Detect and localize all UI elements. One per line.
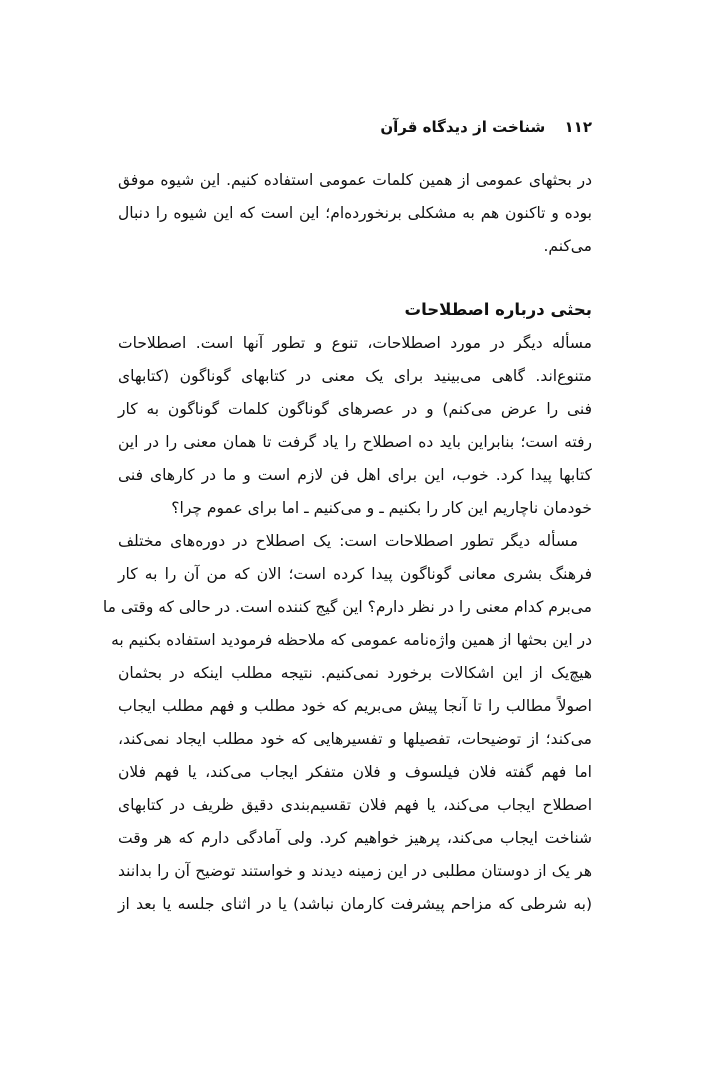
book-page	[102, 0, 592, 1065]
text-line: اصطلاح ایجاب می‌کند، یا فهم فلان تقسیم‌بندی دقیق ظریف در کتابهای	[118, 796, 592, 814]
text-line: بوده و تاکنون هم به مشکلی برنخورده‌ام؛ این است که این شیوه را دنبال	[118, 204, 592, 222]
text-line: در بحثهای عمومی از همین کلمات عمومی استفاده کنیم. این شیوه موفق	[118, 171, 592, 189]
page-number: ۱۱۲	[564, 118, 592, 136]
text-line: متنوع‌اند. گاهی می‌بینید برای یک معنی در کتابهای گوناگون (کتابهای	[118, 367, 592, 385]
text-line: رفته است؛ بنابراین باید ده اصطلاح را یاد گرفت تا همان معنی را در این	[118, 433, 592, 451]
text-line: می‌کنم.	[543, 237, 592, 255]
text-line: هر یک از دوستان مطلبی در این زمینه دیدند و خواستند توضیح آن را بدانند	[118, 862, 592, 880]
text-line: کتابها پیدا کرد. خوب، این برای اهل فن لازم است و ما در کارهای فنی	[118, 466, 592, 484]
text-line: می‌کند؛ از توضیحات، تفصیلها و تفسیرهایی که خود مطلب ایجاد نمی‌کند،	[118, 730, 592, 748]
text-line: فنی را عرض می‌کنم) و در عصرهای گوناگون کلمات گوناگون به کار	[118, 400, 592, 418]
text-line: فرهنگ بشری معانی گوناگون پیدا کرده است؛ الان که من آن را به کار	[118, 565, 592, 583]
text-line: می‌برم کدام معنی را در نظر دارم؟ این گیج کننده است. در حالی که وقتی ما	[102, 598, 592, 616]
text-line: مسأله دیگر تطور اصطلاحات است: یک اصطلاح در دوره‌های مختلف	[118, 532, 578, 550]
text-line: مسأله دیگر در مورد اصطلاحات، تنوع و تطور آنها است. اصطلاحات	[118, 334, 592, 352]
text-line: اصولاً مطالب را تا آنجا پیش می‌بریم که خود مطلب و فهم مطلب ایجاب	[118, 697, 592, 715]
section-heading: بحثی درباره اصطلاحات	[404, 300, 592, 319]
text-line: (به شرطی که مزاحم پیشرفت کارمان نباشد) یا در اثنای جلسه یا بعد از	[118, 895, 592, 913]
text-line: خودمان ناچاریم این کار را بکنیم ـ و می‌کنیم ـ اما برای عموم چرا؟	[171, 499, 592, 517]
text-line: هیچ‌یک از این اشکالات برخورد نمی‌کنیم. نتیجه مطلب اینکه در بحثمان	[118, 664, 592, 682]
running-head	[380, 118, 592, 136]
text-line: اما فهم گفته فلان فیلسوف و فلان متفکر ایجاب می‌کند، یا فهم فلان	[118, 763, 592, 781]
book-title: شناخت از دیدگاه قرآن	[380, 118, 546, 136]
text-line: شناخت ایجاب می‌کند، پرهیز خواهیم کرد. ولی آمادگی دارم که هر وقت	[118, 829, 592, 847]
text-line: در این بحثها از همین واژه‌نامه عمومی که ملاحظه فرمودید استفاده بکنیم به	[111, 631, 592, 649]
